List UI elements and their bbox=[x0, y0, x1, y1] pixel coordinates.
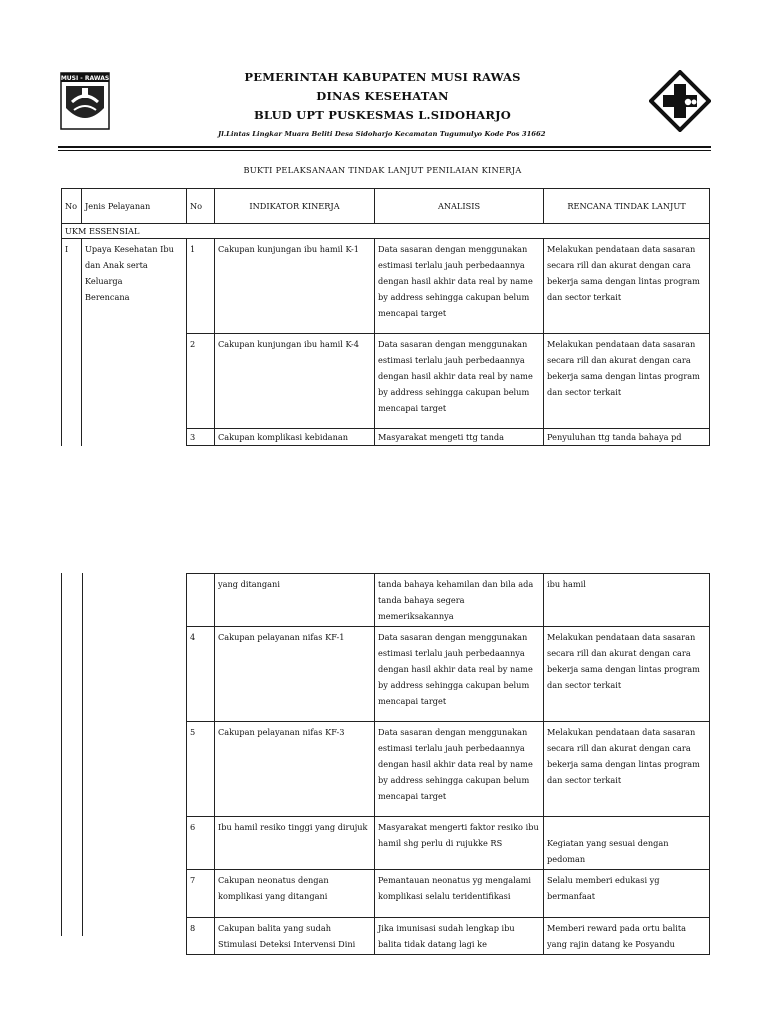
row-analisis: Data sasaran dengan menggunakan estimasi terlalu jauh perbedaannya dengan hasil akhir data real by name by address sehingga cakupan belum mencapai target bbox=[375, 627, 544, 722]
row-analisis: Data sasaran dengan menggunakan estimasi terlalu jauh perbedaannya dengan hasil akhir data real by name by address sehingga cakupan belum mencapai target bbox=[375, 334, 544, 429]
row-no: 3 bbox=[187, 429, 215, 446]
table-row bbox=[187, 574, 710, 627]
emblem-logo-text: MUSI - RAWAS bbox=[60, 75, 110, 82]
government-name: PEMERINTAH KABUPATEN MUSI RAWAS bbox=[244, 70, 521, 84]
row-rencana: Melakukan pendataan data sasaran secara rill dan akurat dengan cara bekerja sama dengan lintas program dan sector terkait bbox=[544, 722, 710, 817]
row-analisis: tanda bahaya kehamilan dan bila ada tanda bahaya segera memeriksakannya bbox=[375, 574, 544, 627]
row-no: 5 bbox=[187, 722, 215, 817]
col-header-rencana: RENCANA TINDAK LANJUT bbox=[544, 189, 710, 224]
row-rencana: Melakukan pendataan data sasaran secara rill dan akurat dengan cara bekerja sama dengan lintas program dan sector terkait bbox=[544, 627, 710, 722]
page2-left-rule-1 bbox=[61, 573, 62, 936]
col-header-analisis: ANALISIS bbox=[375, 189, 544, 224]
page2-left-rule-2 bbox=[82, 573, 83, 936]
table-row bbox=[187, 722, 710, 817]
row-rencana: Penyuluhan ttg tanda bahaya pd bbox=[544, 429, 710, 446]
table-header-row bbox=[62, 189, 710, 224]
row-analisis: Pemantauan neonatus yg mengalami komplikasi selalu teridentifikasi bbox=[375, 870, 544, 918]
row-indikator: Cakupan komplikasi kebidanan bbox=[215, 429, 375, 446]
row-indikator: yang ditangani bbox=[215, 574, 375, 627]
row-indikator: Cakupan kunjungan ibu hamil K-1 bbox=[215, 239, 375, 334]
address-line: Jl.Lintas Lingkar Muara Beliti Desa Sidoharjo Kecamatan Tugumulyo Kode Pos 31662 bbox=[218, 130, 546, 138]
row-analisis: Masyarakat mengerti faktor resiko ibu hamil shg perlu di rujukke RS bbox=[375, 817, 544, 870]
row-analisis: Jika imunisasi sudah lengkap ibu balita tidak datang lagi ke bbox=[375, 918, 544, 955]
col-header-indikator: INDIKATOR KINERJA bbox=[215, 189, 375, 224]
row-rencana: ibu hamil bbox=[544, 574, 710, 627]
col-header-jenis-pelayanan: Jenis Pelayanan bbox=[82, 189, 187, 224]
row-no: 8 bbox=[187, 918, 215, 955]
document-title: BUKTI PELAKSANAAN TINDAK LANJUT PENILAIAN KINERJA bbox=[243, 165, 522, 175]
regency-emblem bbox=[60, 72, 110, 130]
section-row bbox=[62, 224, 710, 239]
group-no: I bbox=[62, 239, 82, 446]
office-name: DINAS KESEHATAN bbox=[316, 89, 449, 103]
header-divider-thick bbox=[58, 146, 711, 148]
row-rencana: Selalu memberi edukasi yg bermanfaat bbox=[544, 870, 710, 918]
section-label: UKM ESSENSIAL bbox=[62, 224, 710, 239]
row-rencana: Memberi reward pada ortu balita yang rajin datang ke Posyandu bbox=[544, 918, 710, 955]
row-no: 4 bbox=[187, 627, 215, 722]
row-indikator: Cakupan kunjungan ibu hamil K-4 bbox=[215, 334, 375, 429]
row-analisis: Data sasaran dengan menggunakan estimasi terlalu jauh perbedaannya dengan hasil akhir data real by name by address sehingga cakupan belum mencapai target bbox=[375, 239, 544, 334]
table-row bbox=[62, 239, 710, 334]
row-rencana: Melakukan pendataan data sasaran secara rill dan akurat dengan cara bekerja sama dengan lintas program dan sector terkait bbox=[544, 239, 710, 334]
row-no: 7 bbox=[187, 870, 215, 918]
header-divider-thin bbox=[58, 150, 711, 151]
col-header-no: No bbox=[62, 189, 82, 224]
row-analisis: Masyarakat mengeti ttg tanda bbox=[375, 429, 544, 446]
table-row bbox=[187, 817, 710, 870]
health-cross-logo bbox=[649, 70, 711, 132]
row-indikator: Cakupan neonatus dengan komplikasi yang ditangani bbox=[215, 870, 375, 918]
performance-table-page1 bbox=[61, 188, 710, 446]
row-indikator: Cakupan pelayanan nifas KF-1 bbox=[215, 627, 375, 722]
row-indikator: Ibu hamil resiko tinggi yang dirujuk bbox=[215, 817, 375, 870]
row-rencana: Kegiatan yang sesuai dengan pedoman bbox=[544, 817, 710, 870]
row-no: 6 bbox=[187, 817, 215, 870]
row-no: 1 bbox=[187, 239, 215, 334]
col-header-no-2: No bbox=[187, 189, 215, 224]
table-row bbox=[187, 918, 710, 955]
row-no bbox=[187, 574, 215, 627]
puskesmas-name: BLUD UPT PUSKESMAS L.SIDOHARJO bbox=[254, 108, 511, 122]
performance-table-page2 bbox=[186, 573, 710, 955]
row-no: 2 bbox=[187, 334, 215, 429]
row-rencana: Melakukan pendataan data sasaran secara rill dan akurat dengan cara bekerja sama dengan lintas program dan sector terkait bbox=[544, 334, 710, 429]
row-indikator: Cakupan balita yang sudah Stimulasi Deteksi Intervensi Dini bbox=[215, 918, 375, 955]
row-analisis: Data sasaran dengan menggunakan estimasi terlalu jauh perbedaannya dengan hasil akhir data real by name by address sehingga cakupan belum mencapai target bbox=[375, 722, 544, 817]
table-row bbox=[187, 627, 710, 722]
group-jenis-pelayanan: Upaya Kesehatan Ibu dan Anak serta Keluarga Berencana bbox=[82, 239, 187, 446]
row-indikator: Cakupan pelayanan nifas KF-3 bbox=[215, 722, 375, 817]
table-row bbox=[187, 870, 710, 918]
